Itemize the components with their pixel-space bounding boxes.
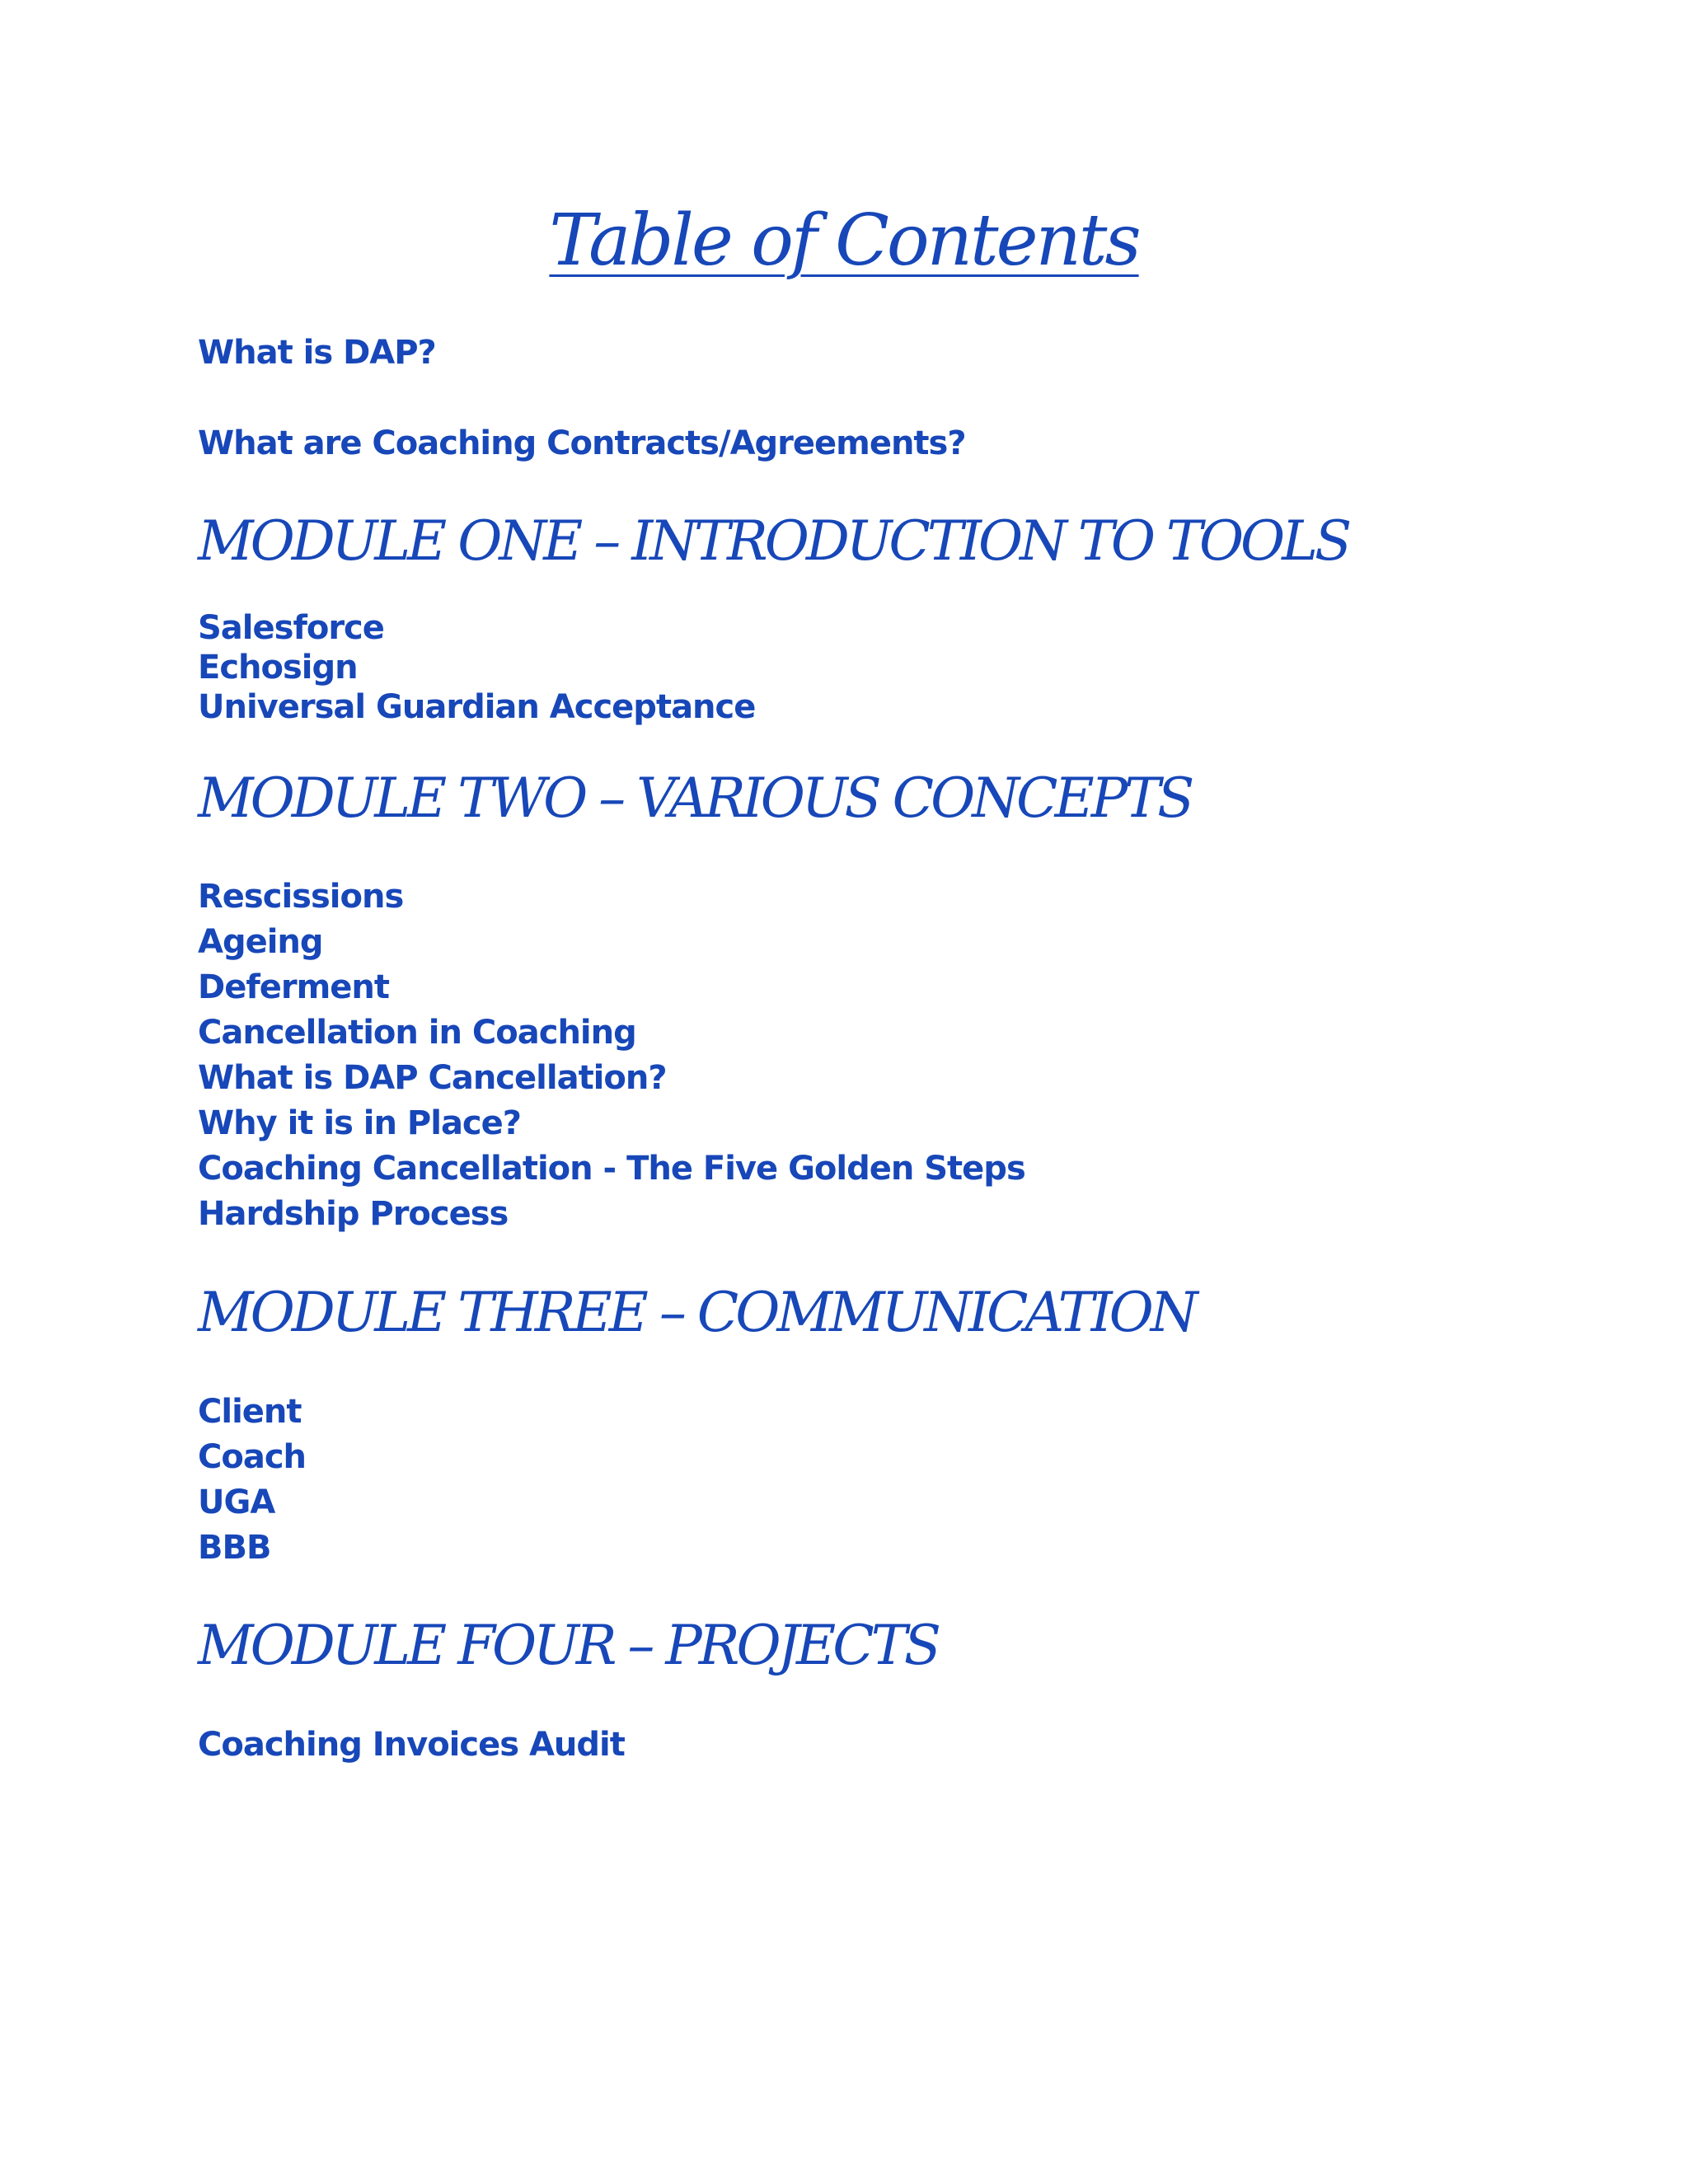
toc-entry-salesforce[interactable]: Salesforce (198, 609, 384, 647)
module-three-heading[interactable]: MODULE THREE – COMMUNICATION (198, 1281, 1195, 1344)
toc-entry-five-golden-steps[interactable]: Coaching Cancellation - The Five Golden Steps (198, 1150, 1025, 1188)
toc-entry-coaching-contracts[interactable]: What are Coaching Contracts/Agreements? (198, 424, 966, 462)
toc-entry-hardship-process[interactable]: Hardship Process (198, 1195, 509, 1233)
toc-entry-coaching-invoices-audit[interactable]: Coaching Invoices Audit (198, 1726, 625, 1764)
toc-entry-dap-cancellation[interactable]: What is DAP Cancellation? (198, 1059, 667, 1097)
toc-entry-uga[interactable]: UGA (198, 1483, 275, 1521)
toc-entry-client[interactable]: Client (198, 1393, 302, 1431)
toc-entry-what-is-dap[interactable]: What is DAP? (198, 334, 436, 372)
toc-entry-deferment[interactable]: Deferment (198, 968, 389, 1006)
page-title: Table of Contents (549, 199, 1139, 282)
module-four-heading[interactable]: MODULE FOUR – PROJECTS (198, 1614, 938, 1677)
toc-entry-universal-guardian-acceptance[interactable]: Universal Guardian Acceptance (198, 688, 756, 726)
toc-entry-ageing[interactable]: Ageing (198, 923, 323, 961)
module-one-heading[interactable]: MODULE ONE – INTRODUCTION TO TOOLS (198, 509, 1349, 573)
toc-entry-cancellation-in-coaching[interactable]: Cancellation in Coaching (198, 1014, 636, 1052)
toc-entry-bbb[interactable]: BBB (198, 1529, 271, 1567)
toc-entry-coach[interactable]: Coach (198, 1438, 307, 1476)
module-two-heading[interactable]: MODULE TWO – VARIOUS CONCEPTS (198, 766, 1192, 830)
toc-entry-why-in-place[interactable]: Why it is in Place? (198, 1104, 521, 1142)
toc-entry-echosign[interactable]: Echosign (198, 649, 358, 687)
toc-entry-rescissions[interactable]: Rescissions (198, 878, 404, 916)
